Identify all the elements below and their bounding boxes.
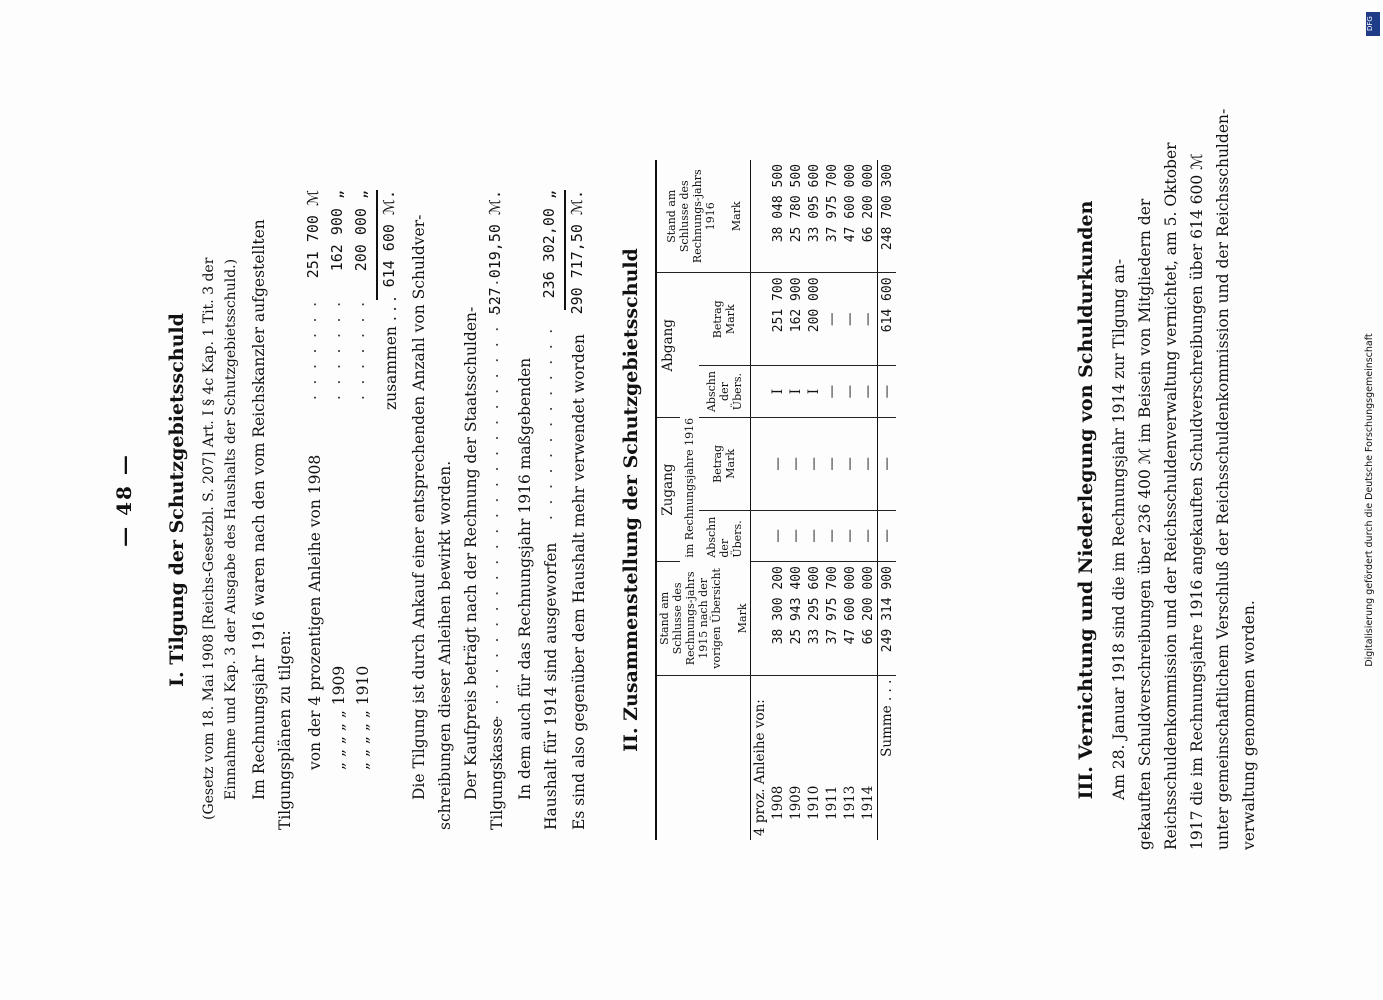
col-abgang-abschn: Abschn der Übers. [699,366,751,418]
cell: 47 600 000 [841,160,859,273]
item-amount-1909: 162 900 „ [328,190,346,272]
para1-line-2: Tilgungsplänen zu tilgen: [276,630,294,830]
cell: — [859,418,878,511]
sec3-line: verwaltung genommen worden. [1240,600,1258,850]
cell: — [823,510,841,561]
cell: 38 300 200 [769,562,787,675]
sec3-line: 1917 die im Rechnungsjahre 1916 angekauften Schuldverschreibungen über 614 600 ℳ [1188,153,1206,850]
cell: — [769,510,787,561]
law-reference-line-2: Einnahme und Kap. 3 der Ausgabe des Haushalts der Schutzgebietsschuld.) [223,258,239,800]
cell: 66 200 000 [859,160,878,273]
cell: 66 200 000 [859,562,878,675]
cell: 25 780 500 [787,160,805,273]
para1-line-1: Im Rechnungsjahr 1916 waren nach den vom Reichskanzler aufgestellten [250,219,268,800]
cell: — [841,418,859,511]
para4-line-2: Haushalt für 1914 sind ausgeworfen [542,542,560,830]
leader-dots: . . . . . . . [302,299,320,400]
cell: 614 600 [878,273,897,366]
cell: 33 095 600 [805,160,823,273]
item-amount-1910: 200 000 „ [352,190,370,272]
cell: 33 295 600 [805,562,823,675]
leader-dots: . . . . . . . [350,299,368,400]
para2-line-2: schreibungen dieser Anleihen bewirkt worden. [436,460,454,830]
para5-amount: 290 717,50 ℳ. [568,190,586,315]
leader-dots: . . . . . . . . . . . . . . . . . . . . . . . . . . . . . [484,277,502,720]
sec3-line: gekauften Schuldverschreibungen über 236 400 ℳ im Beisein von Mitgliedern der [1136,198,1154,850]
table-row-group [751,160,770,840]
sum-label: Summe . . . [878,675,897,840]
para3-line-1: Der Kaufpreis beträgt nach der Rechnung der Staatsschulden- [462,306,480,800]
sec3-line: Reichsschuldenkommission und der Reichsschuldenverwaltung vernichtet, am 5. Oktober [1162,142,1180,850]
row-year: 1908 [770,785,786,820]
digitization-note [1360,0,1380,1000]
row-year: 1913 [842,785,858,820]
col-in-year: im Rechnungsjahre 1916 [682,417,696,558]
cell: 38 048 500 [769,160,787,273]
table-row [805,160,823,840]
page-number: — 48 — [112,453,136,547]
col-zugang: Zugang [656,418,680,562]
digitization-note-text: Digitalisierung gefördert durch die Deutsche Forschungsgemeinschaft [1364,333,1375,667]
sec3-line: Am 28. Januar 1918 sind die im Rechnungsjahr 1914 zur Tilgung an- [1110,258,1128,800]
table-row [841,160,859,840]
section-1-heading: I. Tilgung der Schutzgebietsschuld [166,313,188,687]
cell: 37 975 700 [823,160,841,273]
cell: — [823,366,841,418]
col-zugang-betrag: Betrag Mark [699,418,751,511]
difference-rule [564,190,566,310]
section-3-heading: III. Vernichtung und Niederlegung von Schuldurkunden [1075,200,1097,800]
col-zugang-abschn: Abschn der Übers. [704,516,744,558]
cell: — [823,418,841,511]
cell: — [841,273,859,366]
table-row [769,160,787,840]
para4-amount: 236 302,00 „ [540,190,558,299]
row-year: 1910 [806,785,822,820]
table-row [823,160,841,840]
cell: — [787,510,805,561]
para5-line: Es sind also gegenüber dem Haushalt mehr verwendet worden [570,334,588,830]
dfg-logo: DFG [1366,12,1380,36]
table-row [859,160,878,840]
item-label-1909: „ „ „ „ „ 1909 [330,665,348,770]
cell: 25 943 400 [787,562,805,675]
cell: 251 700 [769,273,787,366]
cell: — [805,510,823,561]
cell: — [859,510,878,561]
cell: — [787,418,805,511]
law-reference-line-1: (Gesetz vom 18. Mai 1908 [Reichs-Gesetzbl. S. 207] Art. I § 4c Kap. 1 Tit. 3 der [201,257,217,820]
cell: — [859,366,878,418]
cell: — [878,366,897,418]
cell: 248 700 300 [878,160,897,273]
section-2-heading: II. Zusammenstellung der Schutzgebietsschuld [620,248,642,752]
para3-amount: 527 019,50 ℳ. [486,190,504,315]
leader-dots: . . . . . . . [326,299,344,400]
sec3-line: unter gemeinschaftlichem Verschluß der Reichsschuldenkommission und der Reichsschulden- [1214,108,1232,850]
item-label-1908: von der 4 prozentigen Anleihe von 1908 [306,454,324,770]
sum-rule [376,190,378,300]
leader-dots: . . . . . . . . . . . . . [538,325,556,520]
table-corner [656,675,751,840]
para4-line-1: In dem auch für das Rechnungsjahr 1916 maßgebenden [516,357,534,800]
col-stand-end: Stand am Schlusse des Rechnungs-jahrs 1916 Mark [656,160,751,273]
debt-table [655,160,896,840]
para3-line-2: Tilgungskasse [488,718,506,830]
row-group-label: 4 proz. Anleihe von: [752,699,768,836]
cell: 37 975 700 [823,562,841,675]
cell: 200 000 [805,273,823,366]
row-year: 1909 [788,785,804,820]
cell: — [878,510,897,561]
row-year: 1914 [860,785,876,820]
total-amount: 614 600 ℳ. [380,190,398,288]
cell: I [769,366,787,418]
para2-line-1: Die Tilgung ist durch Ankauf einer entsprechenden Anzahl von Schuldver- [410,214,428,800]
cell: I [787,366,805,418]
item-label-1910: „ „ „ „ „ 1910 [354,665,372,770]
cell: — [841,366,859,418]
cell: I [805,366,823,418]
cell: — [878,418,897,511]
cell: — [805,418,823,511]
col-abgang: Abgang [656,273,680,418]
table-sum-row [878,160,897,840]
cell: — [769,418,787,511]
col-abgang-betrag: Betrag Mark [699,273,751,366]
table-row [787,160,805,840]
row-year: 1911 [824,785,840,820]
cell: 162 900 [787,273,805,366]
cell: — [859,273,878,366]
cell: 249 314 900 [878,562,897,675]
total-label: zusammen . . . [382,296,400,410]
col-stand-prev: Stand am Schlusse des Rechnungs-jahrs 1915 nach der vorigen Übersicht Mark [656,562,751,675]
cell: 47 600 000 [841,562,859,675]
cell: — [823,273,841,366]
cell: — [841,510,859,561]
item-amount-1908: 251 700 ℳ [304,190,322,279]
